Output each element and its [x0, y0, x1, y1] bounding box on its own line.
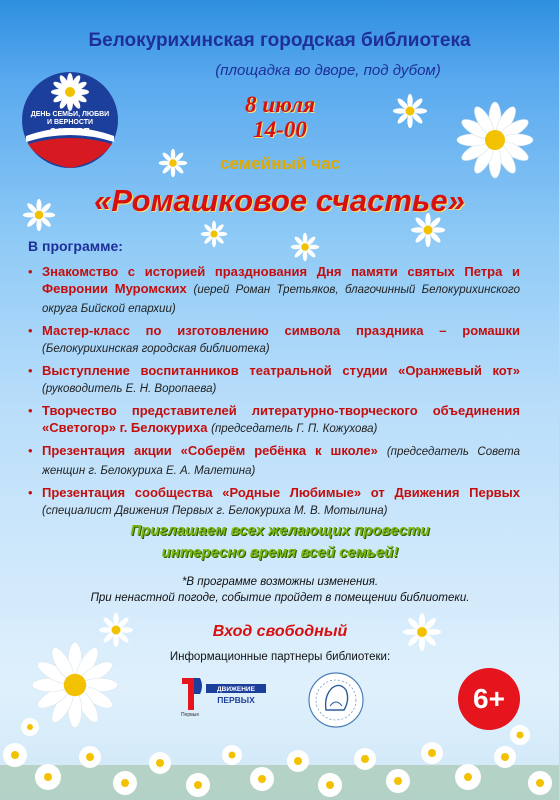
- program-item-main: Презентация сообщества «Родные Любимые» от Движения Первых: [42, 485, 520, 500]
- partners-label: Информационные партнеры библиотеки:: [169, 651, 391, 663]
- program-item-note: (Белокурихинская городская библиотека): [42, 343, 270, 355]
- daisy-icon: [290, 232, 320, 262]
- notice-line1: *В программе возможны изменения.: [181, 576, 379, 588]
- library-title: Белокурихинская городская библиотека: [88, 30, 471, 51]
- bullet-icon: •: [28, 403, 33, 418]
- partner1-name: ПЕРВЫХ: [217, 695, 255, 705]
- event-name: «Ромашковое счастье»: [94, 183, 465, 218]
- program-item-main: Творчество представителей литературно-творческого объединения «Светогор» г. Белокуриха: [42, 403, 520, 435]
- program-item-main: Презентация акции «Соберём ребёнка к школе»: [42, 443, 378, 458]
- program-list: [26, 263, 520, 524]
- program-title: В программе:: [28, 238, 123, 254]
- program-item: [26, 322, 520, 358]
- event-time: 14-00: [253, 117, 307, 142]
- logo-line3: 8 ИЮЛЯ: [50, 127, 90, 138]
- program-item: [26, 263, 520, 318]
- invitation: [60, 520, 500, 564]
- age-rating-badge: 6+: [458, 668, 520, 730]
- partner-emblem: [300, 670, 372, 730]
- family-day-logo: [20, 70, 120, 170]
- daisy-icon: [200, 220, 228, 248]
- movement-first-logo: [178, 670, 270, 718]
- invitation-line1: Приглашаем всех желающих провести: [130, 522, 430, 539]
- event-datetime: [160, 92, 400, 142]
- bullet-icon: •: [28, 264, 33, 279]
- program-item: [26, 442, 520, 480]
- program-item-main: Мастер-класс по изготовлению символа праздника – ромашки: [42, 323, 520, 338]
- event-type: семейный час: [220, 154, 340, 173]
- partner1-top-text: ДВИЖЕНИЕ: [217, 686, 255, 693]
- partner1-small-text: Первые: [181, 712, 200, 718]
- program-item-main: Знакомство с историей празднования Дня памяти святых Петра и Февронии Муромских: [42, 264, 520, 296]
- logo-line2: И ВЕРНОСТИ: [46, 119, 94, 126]
- program-item-note: (председатель Г. П. Кожухова): [211, 423, 378, 435]
- bullet-icon: •: [28, 485, 33, 500]
- venue-subtitle: (площадка во дворе, под дубом): [215, 62, 441, 79]
- bullet-icon: •: [28, 323, 33, 338]
- event-date: 8 июля: [245, 92, 315, 117]
- program-item: [26, 402, 520, 438]
- program-item-note: (иерей Роман Третьяков, благочинный Белокурихинского округа Бийской епархии): [42, 284, 520, 315]
- program-item-note: (руководитель Е. Н. Воропаева): [42, 383, 217, 395]
- program-item: [26, 362, 520, 398]
- program-item: [26, 484, 520, 520]
- bullet-icon: •: [28, 443, 33, 458]
- daisy-icon: [455, 100, 535, 180]
- notice-line2: При ненастной погоде, событие пройдет в помещении библиотеки.: [90, 592, 470, 604]
- free-entry: Вход свободный: [212, 623, 348, 640]
- program-item-note: (специалист Движения Первых г. Белокуриха М. В. Мотылина): [42, 505, 388, 517]
- notice: [40, 574, 520, 606]
- program-item-note: (председатель Совета женщин г. Белокуриха Е. А. Малетина): [42, 446, 520, 477]
- invitation-line2: интересно время всей семьей!: [161, 544, 399, 561]
- program-item-main: Выступление воспитанников театральной студии «Оранжевый кот»: [42, 363, 520, 378]
- logo-line1: ДЕНЬ СЕМЬИ, ЛЮБВИ: [30, 111, 110, 118]
- bullet-icon: •: [28, 363, 33, 378]
